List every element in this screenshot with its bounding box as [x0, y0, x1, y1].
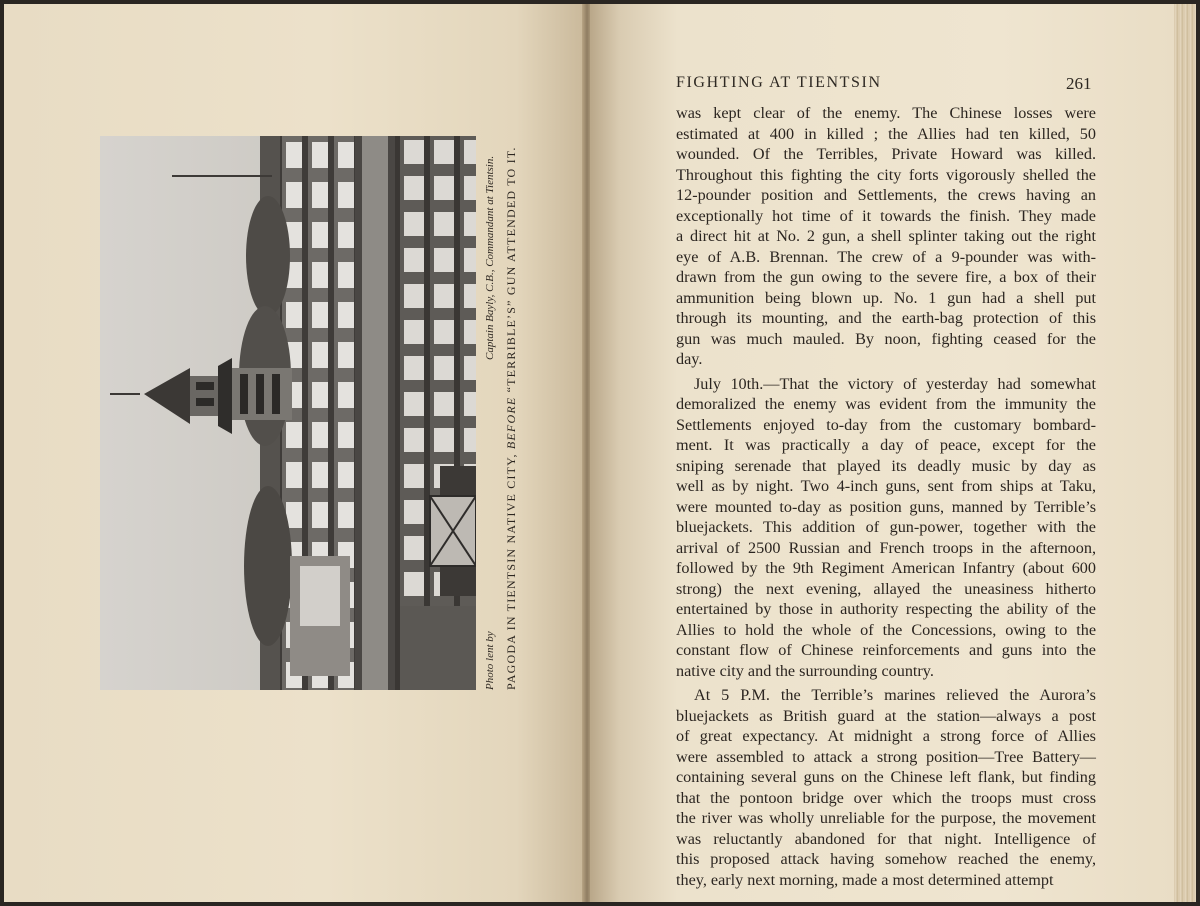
photo-credit-source: Captain Bayly, C.B., Commandant at Tientsin. [484, 155, 496, 360]
text-line: gun was much mauled. By noon, fighting ceased for the [676, 329, 1096, 348]
text-line: arrival of 2500 Russian and French troops in the afternoon, [676, 538, 1096, 557]
photo-caption [504, 146, 519, 690]
text-line: native city and the surrounding country. [676, 661, 934, 680]
text-line: a direct hit at No. 2 gun, a shell splinter taking out the right [676, 227, 1096, 245]
text-line: exceptionally hot time of it towards the finish. They made [676, 206, 1096, 225]
text-line: they, early next morning, made a most determined attempt [676, 870, 1054, 889]
text-line: 12-pounder position and Settlements, the crews having an [676, 186, 1096, 204]
text-line: followed by the 9th Regiment American Infantry (about 600 [676, 559, 1096, 577]
text-line: July 10th.—That the victory of yesterday had somewhat [694, 374, 1096, 393]
text-line: constant flow of Chinese reinforcements and guns into the [676, 641, 1096, 659]
text-line: entertained by those in authority respecting the ability of the [676, 600, 1096, 618]
photo-caption-part2: “TERRIBLE’S” GUN ATTENDED TO IT. [504, 146, 518, 397]
photo-credit-label: Photo lent by [484, 631, 496, 690]
photo-caption-italic: BEFORE [504, 396, 518, 450]
photo-caption-part1: PAGODA IN TIENTSIN NATIVE CITY, [504, 449, 518, 690]
text-line: ammunition being blown up. No. 1 gun had a shell put [676, 288, 1096, 307]
text-line: was kept clear of the enemy. The Chinese losses were [676, 104, 1096, 122]
page-edges [1174, 4, 1196, 902]
running-head: FIGHTING AT TIENTSIN [676, 74, 882, 91]
text-line: that the pontoon bridge over which the troops must cross [676, 788, 1096, 807]
pagoda-photo-illustration [100, 136, 476, 690]
text-line: Allies to hold the whole of the Concessions, owing to the [676, 620, 1096, 639]
text-line: drawn from the gun owing to the severe fire, a box of their [676, 268, 1096, 286]
text-line: demoralized the enemy was evident from the immunity the [676, 395, 1096, 413]
text-line: estimated at 400 in killed ; the Allies had ten killed, 50 [676, 124, 1096, 143]
page-number: 261 [1066, 74, 1092, 93]
body-text [676, 103, 1096, 890]
text-line: ment. It was practically a day of peace, except for the [676, 436, 1096, 454]
pagoda-photograph [100, 136, 476, 690]
text-line: were assembled to attack a strong position—Tree Battery— [676, 747, 1096, 766]
text-line: well as by night. Two 4-inch guns, sent from ships at Taku, [676, 477, 1096, 495]
text-line: bluejackets. This addition of gun-power, together with the [676, 518, 1096, 536]
text-line: eye of A.B. Brennan. The crew of a 9-pounder was with- [676, 247, 1096, 266]
text-line: containing several guns on the Chinese left flank, but finding [676, 768, 1096, 786]
text-line: Throughout this fighting the city forts vigorously shelled the [676, 165, 1096, 184]
text-line: Settlements enjoyed to-day from the customary bombard- [676, 415, 1096, 434]
text-line: sniping serenade that played its deadly music by day as [676, 456, 1096, 475]
text-line: was reluctantly abandoned for that night. Intelligence of [676, 829, 1096, 848]
text-line: strong) the next evening, allayed the uneasiness hitherto [676, 579, 1096, 598]
text-line: through its mounting, and the earth-bag protection of this [676, 309, 1096, 327]
text-line: wounded. Of the Terribles, Private Howard was killed. [676, 145, 1096, 163]
text-line: of great expectancy. At midnight a strong force of Allies [676, 727, 1096, 745]
text-line: the river was wholly unreliable for the purpose, the movement [676, 809, 1096, 827]
text-line: day. [676, 350, 703, 368]
text-line: this proposed attack having somehow reached the enemy, [676, 850, 1096, 868]
text-line: were mounted to-day as position guns, manned by Terrible’s [676, 497, 1096, 516]
text-line: At 5 P.M. the Terrible’s marines relieved the Aurora’s [694, 686, 1096, 704]
text-line: bluejackets as British guard at the station—always a post [676, 706, 1096, 725]
